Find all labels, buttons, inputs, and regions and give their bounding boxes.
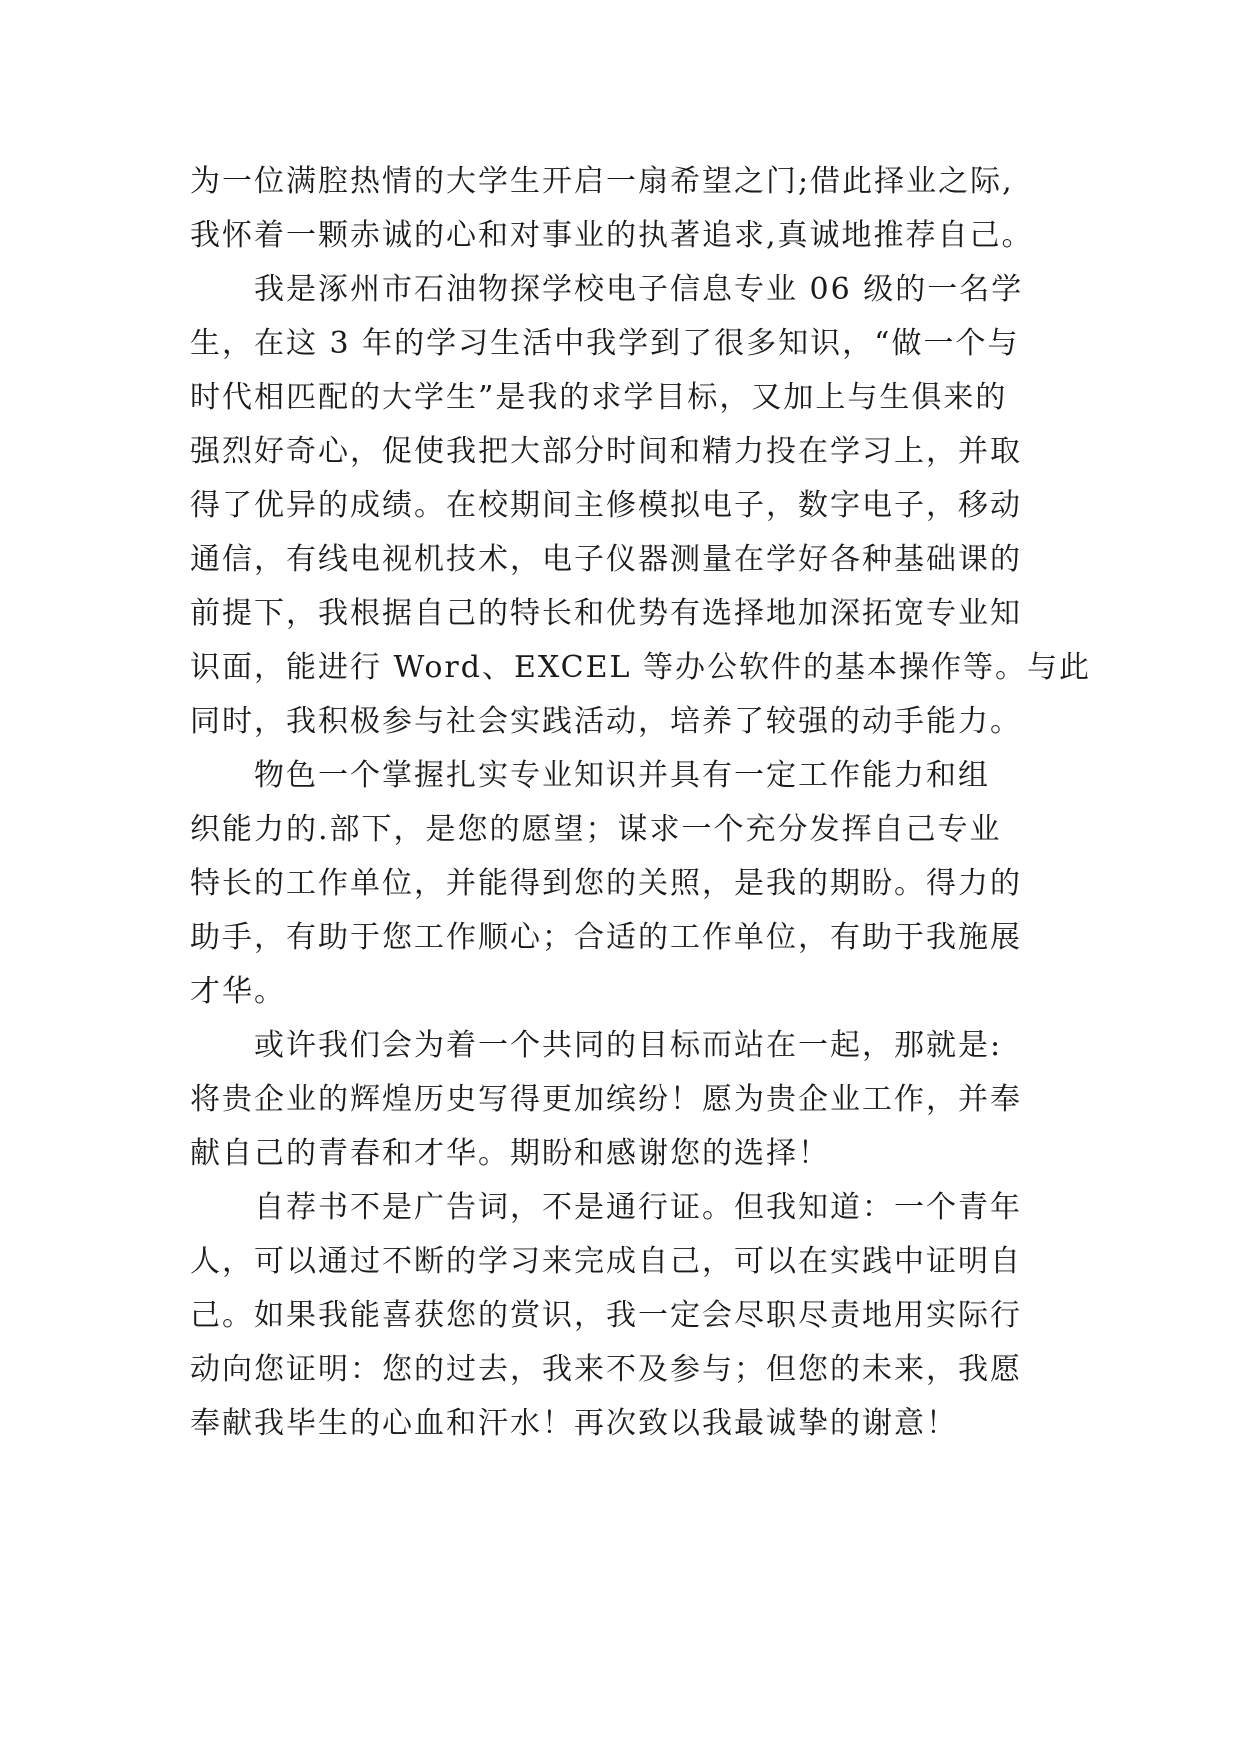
text-line: 人，可以通过不断的学习来完成自己，可以在实践中证明自 — [190, 1244, 1022, 1279]
text-line: 才华。 — [190, 974, 286, 1009]
text-line: 通信，有线电视机技术，电子仪器测量在学好各种基础课的 — [190, 542, 1022, 577]
text-line: 我是涿州市石油物探学校电子信息专业 06 级的一名学 — [254, 272, 1024, 307]
text-line: 献自己的青春和才华。期盼和感谢您的选择！ — [190, 1136, 830, 1171]
text-line: 织能力的.部下，是您的愿望；谋求一个充分发挥自己专业 — [190, 812, 1002, 847]
text-line: 时代相匹配的大学生”是我的求学目标，又加上与生俱来的 — [190, 380, 1008, 415]
text-line: 得了优异的成绩。在校期间主修模拟电子，数字电子，移动 — [190, 488, 1022, 523]
text-line: 同时，我积极参与社会实践活动，培养了较强的动手能力。 — [190, 704, 1022, 739]
text-line: 己。如果我能喜获您的赏识，我一定会尽职尽责地用实际行 — [190, 1298, 1022, 1333]
text-line: 为一位满腔热情的大学生开启一扇希望之门;借此择业之际, — [190, 164, 1014, 199]
text-line: 识面，能进行 Word、EXCEL 等办公软件的基本操作等。与此 — [190, 650, 1091, 685]
text-line: 特长的工作单位，并能得到您的关照，是我的期盼。得力的 — [190, 866, 1022, 901]
text-line: 将贵企业的辉煌历史写得更加缤纷！愿为贵企业工作，并奉 — [190, 1082, 1022, 1117]
text-line: 强烈好奇心，促使我把大部分时间和精力投在学习上，并取 — [190, 434, 1022, 469]
text-line: 奉献我毕生的心血和汗水！再次致以我最诚挚的谢意！ — [190, 1406, 958, 1441]
text-line: 动向您证明：您的过去，我来不及参与；但您的未来，我愿 — [190, 1352, 1022, 1387]
text-line: 自荐书不是广告词，不是通行证。但我知道：一个青年 — [254, 1190, 1022, 1225]
letter-body — [190, 155, 1090, 1451]
text-line: 生，在这 3 年的学习生活中我学到了很多知识，“做一个与 — [190, 326, 1020, 361]
text-line: 或许我们会为着一个共同的目标而站在一起，那就是: — [254, 1028, 1003, 1063]
text-line: 助手，有助于您工作顺心；合适的工作单位，有助于我施展 — [190, 920, 1022, 955]
text-line: 前提下，我根据自己的特长和优势有选择地加深拓宽专业知 — [190, 596, 1022, 631]
text-line: 物色一个掌握扎实专业知识并具有一定工作能力和组 — [254, 758, 990, 793]
text-line: 我怀着一颗赤诚的心和对事业的执著追求,真诚地推荐自己。 — [190, 218, 1034, 253]
